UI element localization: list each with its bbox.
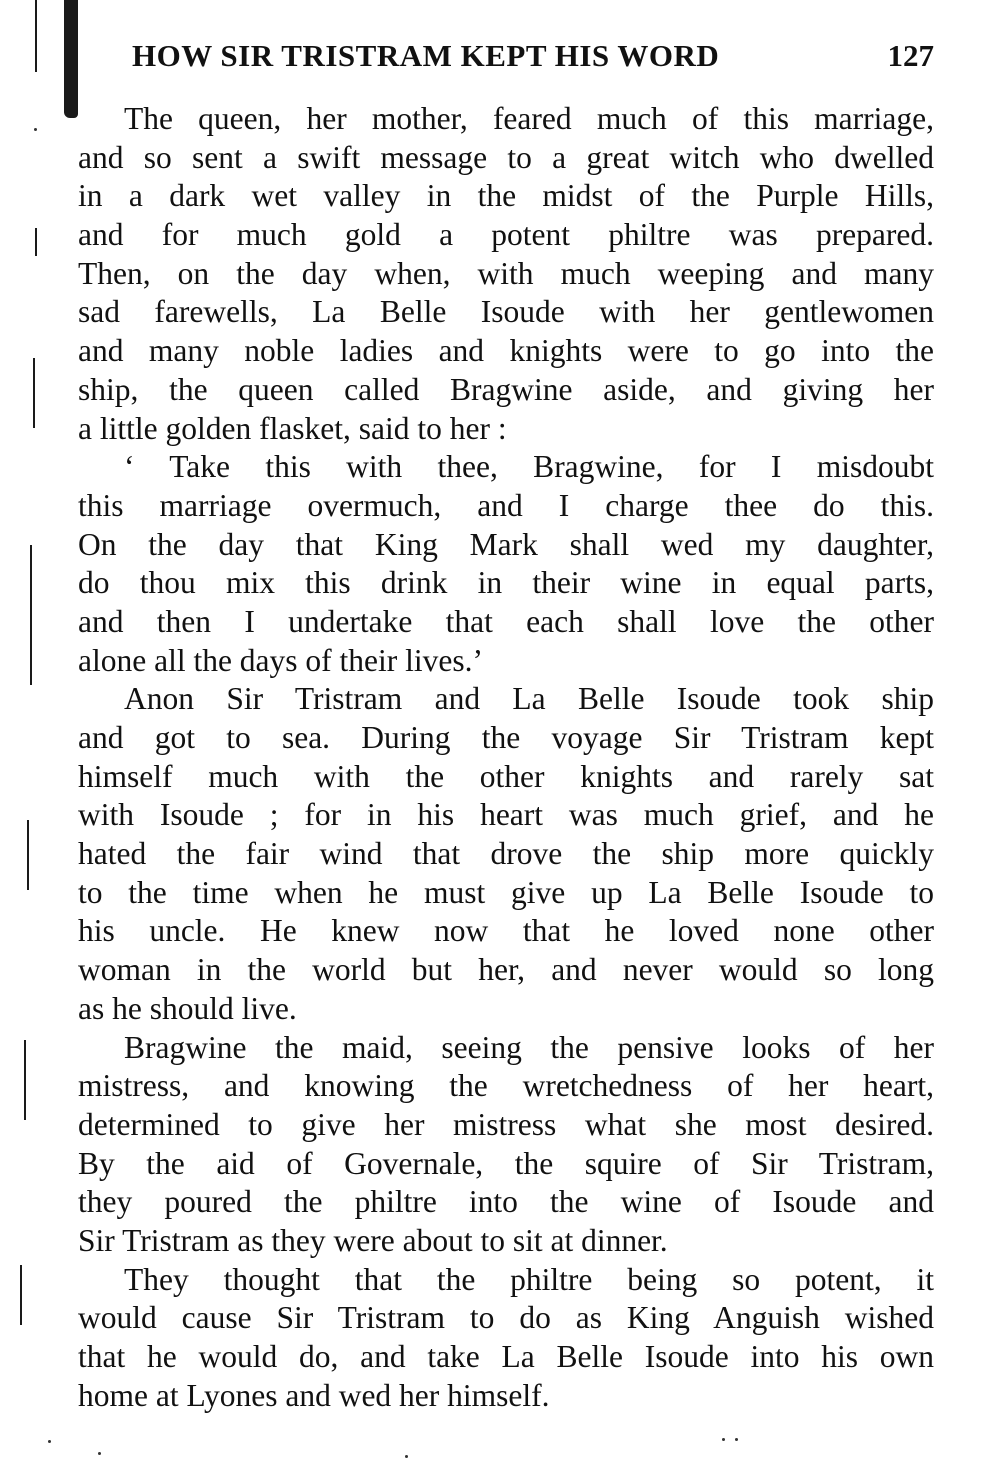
scan-speck — [735, 1438, 738, 1441]
text-line: with Isoude ; for in his heart was much grief, and he — [78, 797, 934, 833]
text-line: home at Lyones and wed her himself. — [78, 1377, 550, 1413]
scan-speck — [48, 1440, 51, 1443]
scan-edge-line — [24, 1040, 26, 1120]
text-line: they poured the philtre into the wine of Isoude and — [78, 1184, 934, 1220]
text-line: By the aid of Governale, the squire of Sir Tristram, — [78, 1145, 934, 1181]
text-line: that he would do, and take La Belle Isoude into his own — [78, 1339, 934, 1374]
text-line: in a dark wet valley in the midst of the Purple Hills, — [78, 178, 934, 214]
scan-edge-line — [20, 1265, 22, 1325]
text-line: ‘ Take this with thee, Bragwine, for I misdoubt — [124, 449, 934, 485]
text-line: and many noble ladies and knights were to go into the — [78, 333, 934, 369]
scan-edge-line — [33, 358, 35, 428]
body-text — [78, 100, 934, 1415]
scan-edge-line — [30, 545, 32, 685]
scan-speck — [98, 1452, 101, 1455]
text-line: his uncle. He knew now that he loved none other — [78, 913, 934, 949]
text-line: They thought that the philtre being so potent, it — [124, 1261, 934, 1297]
text-line: woman in the world but her, and never would so long — [78, 952, 934, 988]
text-line: to the time when he must give up La Belle Isoude to — [78, 874, 934, 910]
text-line: The queen, her mother, feared much of this marriage, — [124, 101, 934, 136]
text-line: alone all the days of their lives.’ — [78, 642, 483, 678]
scan-edge-line — [35, 228, 37, 256]
text-line: and so sent a swift message to a great witch who dwelled — [78, 139, 934, 175]
scan-speck — [405, 1455, 408, 1458]
chapter-title: HOW SIR TRISTRAM KEPT HIS WORD — [132, 38, 720, 73]
text-line: mistress, and knowing the wretchedness of her heart, — [78, 1068, 934, 1104]
text-line: Anon Sir Tristram and La Belle Isoude took ship — [124, 681, 934, 717]
scan-edge-line — [35, 0, 37, 72]
text-line: determined to give her mistress what she most desired. — [78, 1106, 934, 1142]
text-line: this marriage overmuch, and I charge thee do this. — [78, 487, 934, 523]
text-line: sad farewells, La Belle Isoude with her gentlewomen — [78, 294, 934, 330]
text-line: On the day that King Mark shall wed my daughter, — [78, 526, 934, 562]
page-number: 127 — [887, 38, 934, 73]
text-line: as he should live. — [78, 990, 297, 1026]
text-line: and for much gold a potent philtre was prepared. — [78, 217, 934, 253]
scan-edge-line — [27, 820, 29, 890]
text-line: would cause Sir Tristram to do as King Anguish wished — [78, 1300, 934, 1336]
text-line: Then, on the day when, with much weeping and many — [78, 255, 934, 291]
text-line: Sir Tristram as they were about to sit at dinner. — [78, 1222, 668, 1258]
text-line: hated the fair wind that drove the ship more quickly — [78, 836, 934, 872]
text-line: ship, the queen called Bragwine aside, and giving her — [78, 371, 934, 407]
scan-speck — [34, 128, 37, 131]
running-header — [132, 38, 934, 82]
scan-edge-mark — [64, 0, 78, 118]
text-line: do thou mix this drink in their wine in equal parts, — [78, 565, 934, 601]
text-line: a little golden flasket, said to her : — [78, 410, 507, 446]
text-line: and then I undertake that each shall love the other — [78, 603, 934, 639]
text-line: and got to sea. During the voyage Sir Tristram kept — [78, 720, 934, 755]
text-line: Bragwine the maid, seeing the pensive looks of her — [124, 1029, 934, 1065]
text-line: himself much with the other knights and rarely sat — [78, 758, 934, 794]
scan-speck — [722, 1438, 725, 1441]
